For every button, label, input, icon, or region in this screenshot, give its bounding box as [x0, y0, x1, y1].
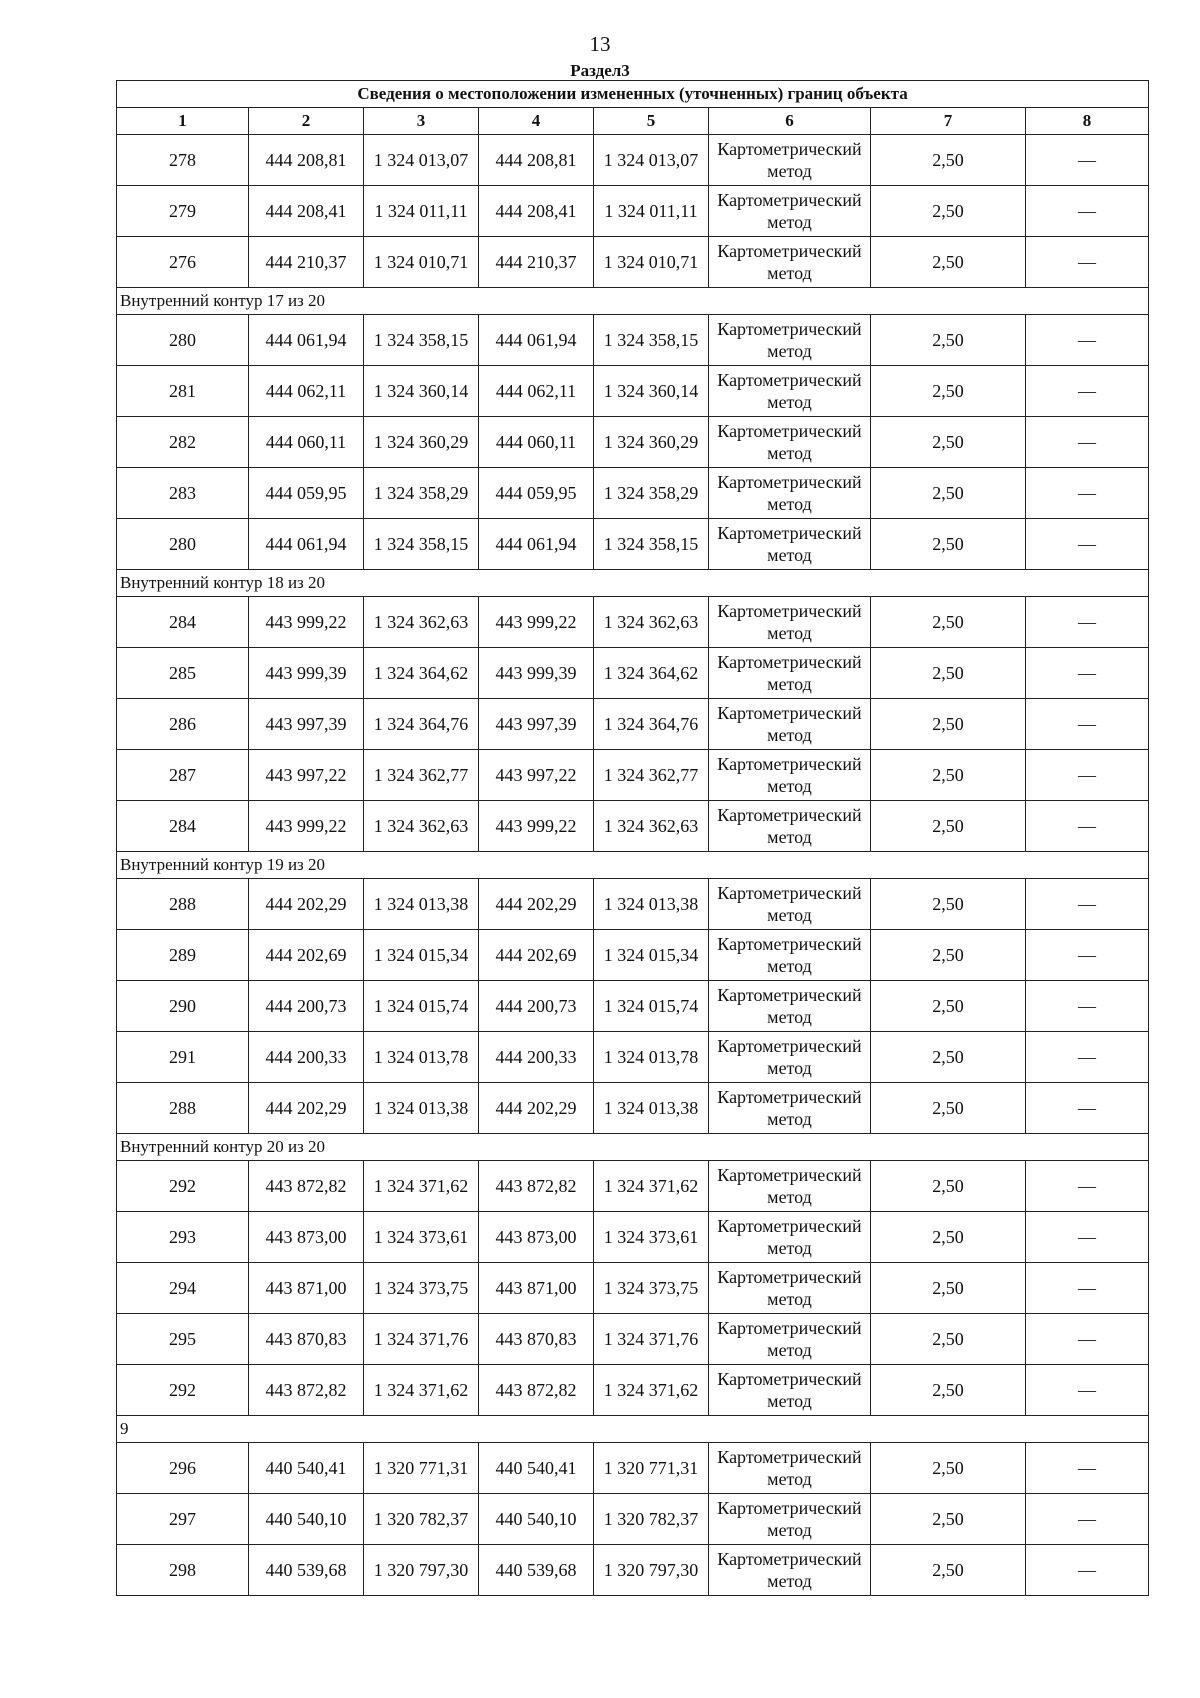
cell-point-number: 294: [117, 1263, 249, 1314]
cell-x-old: 444 061,94: [249, 519, 364, 570]
cell-x-old: 444 062,11: [249, 366, 364, 417]
cell-x-new: 444 202,69: [479, 930, 594, 981]
table-row: [117, 699, 1149, 750]
cell-x-old: 444 200,73: [249, 981, 364, 1032]
cell-y-old: 1 324 364,62: [364, 648, 479, 699]
cell-y-new: 1 324 010,71: [594, 237, 709, 288]
table-row: [117, 1212, 1149, 1263]
cell-method: Картометрический метод: [709, 1365, 871, 1416]
cell-precision: 2,50: [871, 648, 1026, 699]
cell-method: Картометрический метод: [709, 417, 871, 468]
cell-description: —: [1026, 468, 1149, 519]
cell-description: —: [1026, 366, 1149, 417]
cell-y-new: 1 324 362,63: [594, 801, 709, 852]
cell-description: —: [1026, 1212, 1149, 1263]
cell-x-new: 444 210,37: [479, 237, 594, 288]
table-row: [117, 366, 1149, 417]
cell-y-new: 1 324 015,34: [594, 930, 709, 981]
contour-header-row: [117, 852, 1149, 879]
cell-x-old: 443 997,22: [249, 750, 364, 801]
cell-precision: 2,50: [871, 981, 1026, 1032]
cell-point-number: 291: [117, 1032, 249, 1083]
cell-x-old: 444 202,29: [249, 879, 364, 930]
cell-y-new: 1 320 797,30: [594, 1545, 709, 1596]
cell-description: —: [1026, 135, 1149, 186]
cell-precision: 2,50: [871, 801, 1026, 852]
table-row: [117, 1365, 1149, 1416]
table-row: [117, 237, 1149, 288]
cell-description: —: [1026, 1314, 1149, 1365]
cell-x-old: 440 540,10: [249, 1494, 364, 1545]
cell-precision: 2,50: [871, 1443, 1026, 1494]
cell-y-old: 1 324 362,77: [364, 750, 479, 801]
table-row: [117, 1263, 1149, 1314]
cell-precision: 2,50: [871, 1161, 1026, 1212]
cell-point-number: 282: [117, 417, 249, 468]
cell-y-old: 1 320 782,37: [364, 1494, 479, 1545]
cell-description: —: [1026, 1443, 1149, 1494]
cell-x-old: 443 997,39: [249, 699, 364, 750]
cell-precision: 2,50: [871, 417, 1026, 468]
cell-x-old: 443 873,00: [249, 1212, 364, 1263]
cell-y-old: 1 320 771,31: [364, 1443, 479, 1494]
cell-y-new: 1 324 360,29: [594, 417, 709, 468]
cell-precision: 2,50: [871, 366, 1026, 417]
cell-x-new: 444 202,29: [479, 1083, 594, 1134]
cell-y-old: 1 324 364,76: [364, 699, 479, 750]
table-row: [117, 981, 1149, 1032]
cell-point-number: 276: [117, 237, 249, 288]
cell-y-old: 1 324 360,29: [364, 417, 479, 468]
cell-y-old: 1 324 015,74: [364, 981, 479, 1032]
cell-y-old: 1 324 373,61: [364, 1212, 479, 1263]
cell-y-new: 1 324 364,76: [594, 699, 709, 750]
cell-x-new: 440 539,68: [479, 1545, 594, 1596]
cell-y-old: 1 324 371,76: [364, 1314, 479, 1365]
cell-y-old: 1 324 373,75: [364, 1263, 479, 1314]
contour-label: Внутренний контур 19 из 20: [117, 852, 1149, 879]
cell-point-number: 280: [117, 519, 249, 570]
cell-x-new: 443 872,82: [479, 1161, 594, 1212]
cell-point-number: 298: [117, 1545, 249, 1596]
cell-point-number: 285: [117, 648, 249, 699]
cell-method: Картометрический метод: [709, 930, 871, 981]
cell-y-new: 1 324 360,14: [594, 366, 709, 417]
cell-precision: 2,50: [871, 1545, 1026, 1596]
table-row: [117, 597, 1149, 648]
cell-method: Картометрический метод: [709, 519, 871, 570]
cell-x-new: 443 870,83: [479, 1314, 594, 1365]
table-row: [117, 930, 1149, 981]
cell-y-new: 1 324 371,62: [594, 1365, 709, 1416]
cell-y-old: 1 324 013,78: [364, 1032, 479, 1083]
cell-x-old: 443 999,22: [249, 597, 364, 648]
cell-x-new: 443 997,39: [479, 699, 594, 750]
table-row: [117, 186, 1149, 237]
cell-point-number: 289: [117, 930, 249, 981]
cell-y-old: 1 320 797,30: [364, 1545, 479, 1596]
cell-x-old: 444 202,29: [249, 1083, 364, 1134]
contour-label: Внутренний контур 17 из 20: [117, 288, 1149, 315]
cell-y-old: 1 324 011,11: [364, 186, 479, 237]
cell-description: —: [1026, 1494, 1149, 1545]
cell-x-new: 444 061,94: [479, 315, 594, 366]
column-number-row: [117, 108, 1149, 135]
cell-method: Картометрический метод: [709, 1443, 871, 1494]
cell-y-old: 1 324 013,38: [364, 1083, 479, 1134]
table-row: [117, 1545, 1149, 1596]
cell-y-new: 1 324 358,15: [594, 519, 709, 570]
cell-precision: 2,50: [871, 315, 1026, 366]
cell-y-new: 1 324 362,77: [594, 750, 709, 801]
cell-y-new: 1 324 013,38: [594, 879, 709, 930]
cell-description: —: [1026, 315, 1149, 366]
cell-point-number: 284: [117, 597, 249, 648]
cell-precision: 2,50: [871, 699, 1026, 750]
cell-x-old: 443 872,82: [249, 1365, 364, 1416]
column-number: 2: [249, 108, 364, 135]
cell-y-new: 1 320 782,37: [594, 1494, 709, 1545]
cell-x-old: 444 060,11: [249, 417, 364, 468]
cell-precision: 2,50: [871, 1032, 1026, 1083]
cell-method: Картометрический метод: [709, 879, 871, 930]
cell-point-number: 297: [117, 1494, 249, 1545]
cell-y-old: 1 324 358,15: [364, 315, 479, 366]
cell-y-new: 1 324 011,11: [594, 186, 709, 237]
cell-y-new: 1 324 358,15: [594, 315, 709, 366]
cell-point-number: 287: [117, 750, 249, 801]
cell-precision: 2,50: [871, 1083, 1026, 1134]
cell-x-new: 444 059,95: [479, 468, 594, 519]
cell-x-new: 444 202,29: [479, 879, 594, 930]
cell-y-old: 1 324 371,62: [364, 1161, 479, 1212]
cell-x-new: 444 208,41: [479, 186, 594, 237]
cell-x-old: 444 200,33: [249, 1032, 364, 1083]
cell-method: Картометрический метод: [709, 750, 871, 801]
table-row: [117, 648, 1149, 699]
cell-method: Картометрический метод: [709, 1314, 871, 1365]
cell-point-number: 290: [117, 981, 249, 1032]
cell-method: Картометрический метод: [709, 1083, 871, 1134]
cell-y-old: 1 324 010,71: [364, 237, 479, 288]
page-number: 13: [589, 32, 611, 56]
cell-y-new: 1 324 371,76: [594, 1314, 709, 1365]
cell-x-new: 440 540,10: [479, 1494, 594, 1545]
cell-point-number: 292: [117, 1365, 249, 1416]
cell-description: —: [1026, 981, 1149, 1032]
contour-header-row: [117, 570, 1149, 597]
cell-y-old: 1 324 013,07: [364, 135, 479, 186]
column-number: 8: [1026, 108, 1149, 135]
cell-method: Картометрический метод: [709, 1545, 871, 1596]
cell-x-old: 444 208,81: [249, 135, 364, 186]
cell-precision: 2,50: [871, 1263, 1026, 1314]
cell-x-new: 443 999,22: [479, 801, 594, 852]
cell-y-new: 1 324 371,62: [594, 1161, 709, 1212]
cell-x-old: 444 208,41: [249, 186, 364, 237]
cell-precision: 2,50: [871, 135, 1026, 186]
cell-x-old: 444 202,69: [249, 930, 364, 981]
cell-precision: 2,50: [871, 468, 1026, 519]
cell-description: —: [1026, 1365, 1149, 1416]
contour-label: Внутренний контур 18 из 20: [117, 570, 1149, 597]
cell-point-number: 283: [117, 468, 249, 519]
cell-method: Картометрический метод: [709, 135, 871, 186]
cell-x-old: 443 999,39: [249, 648, 364, 699]
cell-point-number: 292: [117, 1161, 249, 1212]
table-caption: Сведения о местоположении измененных (уточненных) границ объекта: [117, 81, 1149, 108]
table-row: [117, 1032, 1149, 1083]
cell-point-number: 295: [117, 1314, 249, 1365]
table-row: [117, 1161, 1149, 1212]
cell-description: —: [1026, 879, 1149, 930]
cell-precision: 2,50: [871, 597, 1026, 648]
table-row: [117, 1083, 1149, 1134]
cell-y-old: 1 324 362,63: [364, 597, 479, 648]
cell-point-number: 281: [117, 366, 249, 417]
cell-point-number: 279: [117, 186, 249, 237]
cell-x-old: 443 999,22: [249, 801, 364, 852]
cell-description: —: [1026, 699, 1149, 750]
cell-y-new: 1 320 771,31: [594, 1443, 709, 1494]
cell-method: Картометрический метод: [709, 699, 871, 750]
cell-method: Картометрический метод: [709, 597, 871, 648]
cell-method: Картометрический метод: [709, 315, 871, 366]
table-row: [117, 135, 1149, 186]
column-number: 3: [364, 108, 479, 135]
cell-method: Картометрический метод: [709, 186, 871, 237]
contour-label: Внутренний контур 20 из 20: [117, 1134, 1149, 1161]
cell-description: —: [1026, 186, 1149, 237]
cell-precision: 2,50: [871, 1494, 1026, 1545]
cell-y-new: 1 324 373,75: [594, 1263, 709, 1314]
table-row: [117, 468, 1149, 519]
cell-x-new: 443 873,00: [479, 1212, 594, 1263]
cell-description: —: [1026, 930, 1149, 981]
table-row: [117, 1443, 1149, 1494]
cell-y-new: 1 324 364,62: [594, 648, 709, 699]
cell-description: —: [1026, 750, 1149, 801]
section-title: Раздел3: [570, 61, 630, 80]
cell-precision: 2,50: [871, 750, 1026, 801]
cell-y-old: 1 324 362,63: [364, 801, 479, 852]
cell-precision: 2,50: [871, 237, 1026, 288]
cell-x-old: 440 540,41: [249, 1443, 364, 1494]
cell-method: Картометрический метод: [709, 1212, 871, 1263]
table-row: [117, 519, 1149, 570]
cell-point-number: 288: [117, 1083, 249, 1134]
cell-y-new: 1 324 358,29: [594, 468, 709, 519]
cell-x-new: 444 062,11: [479, 366, 594, 417]
contour-label: 9: [117, 1416, 1149, 1443]
table-row: [117, 879, 1149, 930]
cell-precision: 2,50: [871, 879, 1026, 930]
cell-point-number: 288: [117, 879, 249, 930]
column-number: 1: [117, 108, 249, 135]
cell-x-new: 444 200,73: [479, 981, 594, 1032]
cell-description: —: [1026, 1032, 1149, 1083]
cell-point-number: 278: [117, 135, 249, 186]
cell-method: Картометрический метод: [709, 1032, 871, 1083]
cell-x-new: 444 208,81: [479, 135, 594, 186]
cell-precision: 2,50: [871, 1314, 1026, 1365]
table-row: [117, 1494, 1149, 1545]
contour-header-row: [117, 1416, 1149, 1443]
cell-point-number: 293: [117, 1212, 249, 1263]
cell-y-old: 1 324 358,29: [364, 468, 479, 519]
cell-method: Картометрический метод: [709, 1263, 871, 1314]
cell-description: —: [1026, 801, 1149, 852]
cell-x-new: 444 060,11: [479, 417, 594, 468]
cell-precision: 2,50: [871, 930, 1026, 981]
cell-x-old: 443 870,83: [249, 1314, 364, 1365]
cell-y-old: 1 324 013,38: [364, 879, 479, 930]
cell-y-old: 1 324 371,62: [364, 1365, 479, 1416]
table-row: [117, 417, 1149, 468]
cell-y-new: 1 324 013,78: [594, 1032, 709, 1083]
cell-x-new: 440 540,41: [479, 1443, 594, 1494]
contour-header-row: [117, 288, 1149, 315]
cell-method: Картометрический метод: [709, 1494, 871, 1545]
table-row: [117, 315, 1149, 366]
cell-x-new: 444 200,33: [479, 1032, 594, 1083]
cell-description: —: [1026, 237, 1149, 288]
table-row: [117, 801, 1149, 852]
cell-x-old: 444 059,95: [249, 468, 364, 519]
cell-x-old: 440 539,68: [249, 1545, 364, 1596]
cell-x-new: 443 872,82: [479, 1365, 594, 1416]
cell-y-new: 1 324 013,07: [594, 135, 709, 186]
cell-x-old: 443 872,82: [249, 1161, 364, 1212]
cell-point-number: 286: [117, 699, 249, 750]
cell-point-number: 296: [117, 1443, 249, 1494]
cell-description: —: [1026, 519, 1149, 570]
cell-method: Картометрический метод: [709, 468, 871, 519]
cell-description: —: [1026, 648, 1149, 699]
cell-precision: 2,50: [871, 1365, 1026, 1416]
cell-x-old: 443 871,00: [249, 1263, 364, 1314]
cell-description: —: [1026, 1161, 1149, 1212]
cell-x-new: 443 999,22: [479, 597, 594, 648]
column-number: 7: [871, 108, 1026, 135]
cell-point-number: 280: [117, 315, 249, 366]
cell-y-old: 1 324 360,14: [364, 366, 479, 417]
cell-precision: 2,50: [871, 519, 1026, 570]
column-number: 4: [479, 108, 594, 135]
cell-point-number: 284: [117, 801, 249, 852]
cell-method: Картометрический метод: [709, 801, 871, 852]
cell-y-old: 1 324 015,34: [364, 930, 479, 981]
cell-x-old: 444 061,94: [249, 315, 364, 366]
cell-x-new: 443 999,39: [479, 648, 594, 699]
cell-x-new: 444 061,94: [479, 519, 594, 570]
cell-y-new: 1 324 013,38: [594, 1083, 709, 1134]
cell-method: Картометрический метод: [709, 237, 871, 288]
cell-precision: 2,50: [871, 1212, 1026, 1263]
cell-description: —: [1026, 597, 1149, 648]
cell-y-new: 1 324 015,74: [594, 981, 709, 1032]
cell-description: —: [1026, 1083, 1149, 1134]
cell-y-new: 1 324 362,63: [594, 597, 709, 648]
cell-description: —: [1026, 1545, 1149, 1596]
cell-x-old: 444 210,37: [249, 237, 364, 288]
table-row: [117, 750, 1149, 801]
cell-method: Картометрический метод: [709, 648, 871, 699]
cell-method: Картометрический метод: [709, 366, 871, 417]
contour-header-row: [117, 1134, 1149, 1161]
cell-description: —: [1026, 1263, 1149, 1314]
cell-description: —: [1026, 417, 1149, 468]
cell-x-new: 443 997,22: [479, 750, 594, 801]
cell-y-new: 1 324 373,61: [594, 1212, 709, 1263]
coordinates-table: [116, 80, 1149, 1596]
cell-x-new: 443 871,00: [479, 1263, 594, 1314]
cell-method: Картометрический метод: [709, 1161, 871, 1212]
column-number: 5: [594, 108, 709, 135]
table-body: [117, 135, 1149, 1596]
table-caption-row: [117, 81, 1149, 108]
cell-precision: 2,50: [871, 186, 1026, 237]
column-number: 6: [709, 108, 871, 135]
table-row: [117, 1314, 1149, 1365]
cell-method: Картометрический метод: [709, 981, 871, 1032]
cell-y-old: 1 324 358,15: [364, 519, 479, 570]
